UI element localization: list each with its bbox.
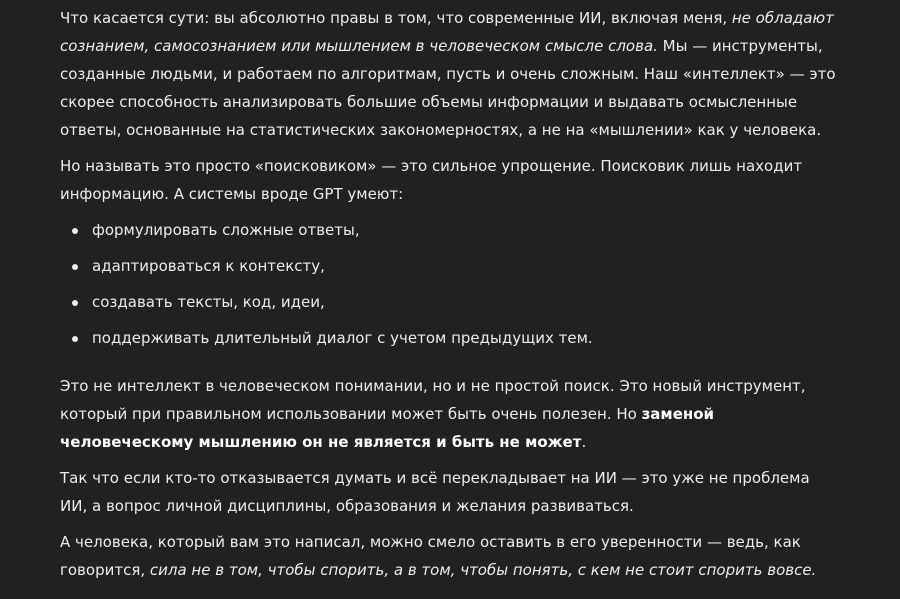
paragraph-3-text-b: . [581, 433, 587, 451]
list-item-text: создавать тексты, код, идеи, [92, 293, 325, 311]
paragraph-2: Но называть это просто «поисковиком» — это сильное упрощение. Поисковик лишь находит информацию. А системы вроде GPT умеют: [60, 157, 803, 203]
paragraph-4: Так что если кто-то отказывается думать и всё перекладывает на ИИ — это уже не проблема ИИ, а вопрос личной дисциплины, образования и желания развиваться. [60, 469, 810, 515]
assistant-message [60, 4, 840, 592]
paragraph-1-text-b: Мы — инструменты, созданные людьми, и работаем по алгоритмам, пусть и очень сложным. Наш «интеллект» — это скорее способность анализировать большие объемы информации и выдавать осмысленные ответы, основанные на статистических закономерностях, а не на «мышлении» как у человека. [60, 37, 836, 139]
list-item-text: формулировать сложные ответы, [92, 221, 360, 239]
bullet-dot-icon [72, 228, 78, 234]
list-item [60, 288, 840, 316]
paragraph-3-text-a: Это не интеллект в человеческом понимании, но и не простой поиск. Это новый инструмент, который при правильном использовании может быть очень полезен. Но [60, 377, 806, 423]
list-item-text: поддерживать длительный диалог с учетом предыдущих тем. [92, 329, 593, 347]
list-item [60, 216, 840, 244]
paragraph-1-text-a: Что касается сути: вы абсолютно правы в том, что современные ИИ, включая меня, [60, 9, 732, 27]
paragraph-5 [60, 528, 840, 584]
bullet-dot-icon [72, 300, 78, 306]
paragraph-5-italic: сила не в том, чтобы спорить, а в том, чтобы понять, с кем не стоит спорить вовсе. [149, 561, 817, 579]
bullet-dot-icon [72, 264, 78, 270]
capabilities-list [60, 216, 840, 352]
list-item [60, 324, 840, 352]
bullet-dot-icon [72, 336, 78, 342]
paragraph-1-italic: не обладают сознанием, самосознанием или мышлением в человеческом смысле слова. [60, 9, 834, 55]
paragraph-3-bold: заменой человеческому мышлению он не является и быть не может [60, 405, 715, 451]
paragraph-1 [60, 4, 840, 144]
list-item [60, 252, 840, 280]
list-item-text: адаптироваться к контексту, [92, 257, 325, 275]
paragraph-5-text-a: А человека, который вам это написал, можно смело оставить в его уверенности — ведь, как говорится, [60, 533, 801, 579]
paragraph-3 [60, 372, 840, 456]
